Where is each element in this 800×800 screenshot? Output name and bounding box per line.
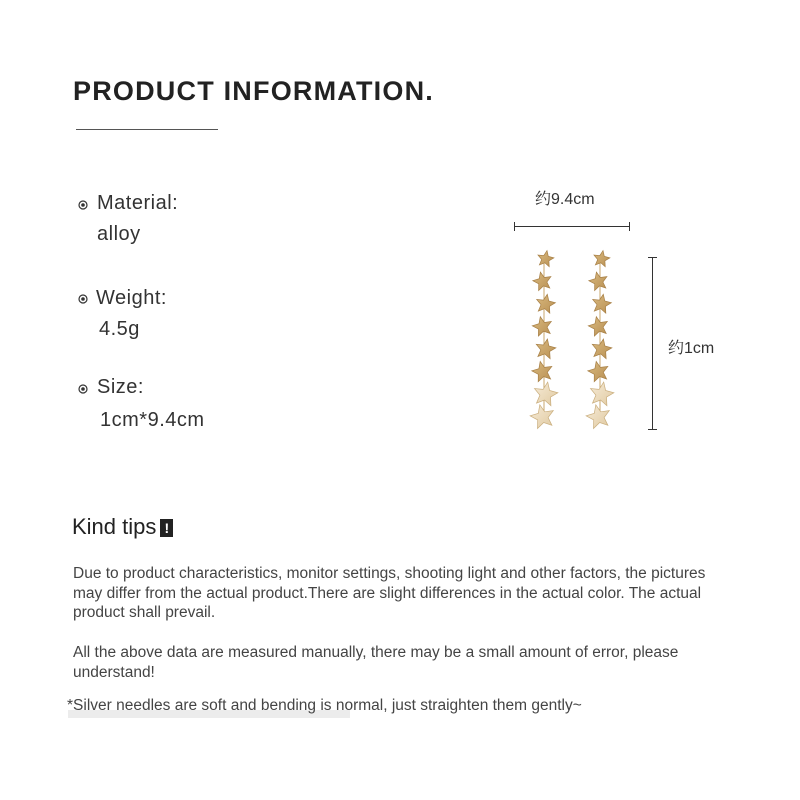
height-dimension-line bbox=[652, 257, 653, 430]
width-dimension-line bbox=[514, 226, 630, 227]
height-dimension-tick bbox=[648, 257, 657, 258]
earring-illustration bbox=[520, 245, 630, 440]
earring-strand-left bbox=[530, 251, 558, 429]
spec-value-weight: 4.5g bbox=[99, 318, 140, 340]
title-underline bbox=[76, 129, 218, 130]
bullet-icon bbox=[78, 294, 88, 304]
width-dimension-tick bbox=[514, 222, 515, 231]
height-dimension-label: 约1cm bbox=[668, 340, 715, 357]
star-charm bbox=[589, 272, 607, 290]
star-charm bbox=[537, 294, 556, 313]
star-charm bbox=[588, 317, 607, 336]
star-charm bbox=[535, 382, 558, 406]
star-charm bbox=[594, 251, 610, 267]
width-dimension-label: 约9.4cm bbox=[535, 191, 595, 208]
star-charm bbox=[588, 361, 608, 381]
star-charm bbox=[533, 272, 551, 290]
warning-icon: ! bbox=[160, 519, 173, 537]
star-charm bbox=[538, 251, 554, 267]
bullet-icon bbox=[78, 384, 88, 394]
tips-note: *Silver needles are soft and bending is normal, just straighten them gently~ bbox=[67, 697, 582, 714]
star-charm bbox=[532, 361, 552, 381]
star-charm bbox=[532, 317, 551, 336]
star-charm bbox=[586, 405, 609, 429]
star-charm bbox=[592, 339, 612, 359]
spec-value-size: 1cm*9.4cm bbox=[100, 409, 205, 431]
star-charm bbox=[591, 382, 614, 406]
star-charm bbox=[593, 294, 612, 313]
star-charm bbox=[530, 405, 553, 429]
spec-label-size: Size: bbox=[97, 376, 144, 398]
earring-strand-right bbox=[586, 251, 614, 429]
spec-value-material: alloy bbox=[97, 223, 141, 245]
width-dimension-tick bbox=[629, 222, 630, 231]
tips-paragraph: Due to product characteristics, monitor settings, shooting light and other factors, the pictures may differ from the actual product.There are slight differences in the actual color. The actual product shall prevail. bbox=[73, 565, 706, 621]
kind-tips-title: Kind tips bbox=[72, 514, 157, 539]
kind-tips-heading bbox=[72, 514, 173, 540]
spec-label-weight: Weight: bbox=[96, 287, 167, 309]
bullet-icon bbox=[78, 200, 88, 210]
spec-label-material: Material: bbox=[97, 192, 179, 214]
star-charm bbox=[536, 339, 556, 359]
tips-paragraph: All the above data are measured manually, there may be a small amount of error, please understand! bbox=[73, 644, 679, 681]
page-title: PRODUCT INFORMATION. bbox=[73, 76, 434, 106]
height-dimension-tick bbox=[648, 429, 657, 430]
